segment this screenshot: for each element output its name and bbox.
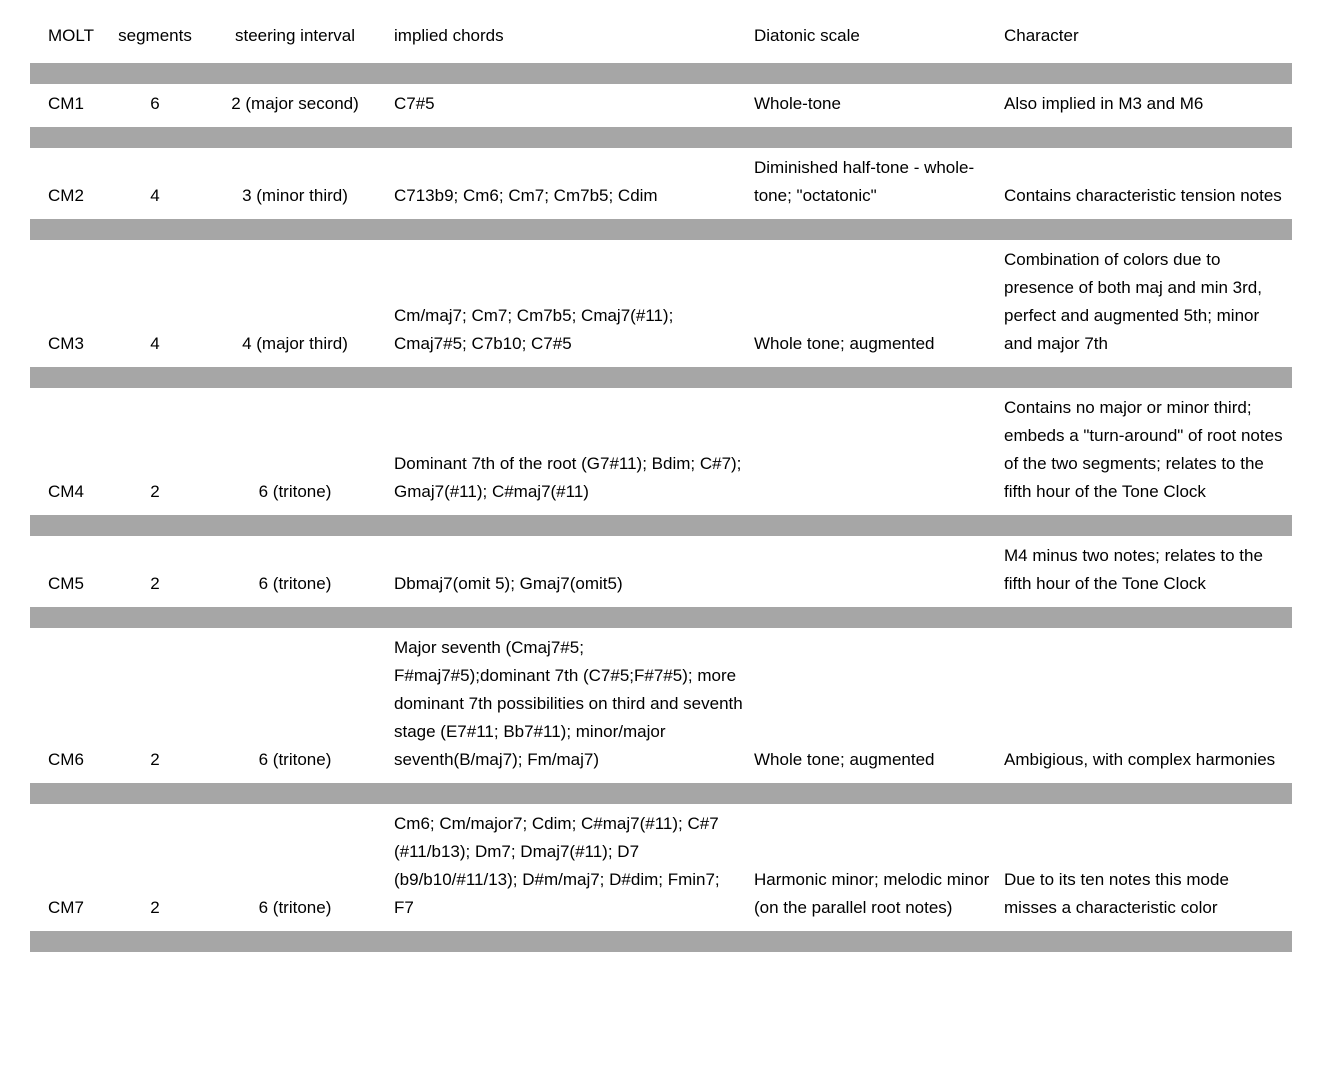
table-row-cm7 <box>30 804 1292 931</box>
cell-character: Contains no major or minor third; embeds a "turn-around" of root notes of the two segments; relates to the fifth hour of the Tone Clock <box>1004 398 1283 501</box>
cell-segments: 2 <box>150 898 160 917</box>
header-character: Character <box>1004 26 1079 45</box>
header-steering-interval: steering interval <box>234 26 355 45</box>
header-molt: MOLT <box>48 26 94 45</box>
separator-bar <box>30 607 1292 628</box>
cell-molt: CM2 <box>48 186 84 205</box>
header-implied-chords: implied chords <box>394 26 504 45</box>
table-row-cm6 <box>30 628 1292 783</box>
cell-character: Combination of colors due to presence of both maj and min 3rd, perfect and augmented 5th; minor and major 7th <box>1004 250 1262 353</box>
cell-implied-chords: C713b9; Cm6; Cm7; Cm7b5; Cdim <box>394 186 658 205</box>
cell-character: Ambigious, with complex harmonies <box>1004 750 1276 769</box>
separator-bar <box>30 515 1292 536</box>
header-segments: segments <box>118 26 192 45</box>
cell-diatonic-scale: Whole tone; augmented <box>754 334 935 353</box>
cell-molt: CM5 <box>48 574 84 593</box>
cell-steering-interval: 4 (major third) <box>242 334 348 353</box>
cell-character: Also implied in M3 and M6 <box>1004 94 1204 113</box>
cell-molt: CM6 <box>48 750 84 769</box>
cell-steering-interval: 2 (major second) <box>231 94 359 113</box>
cell-implied-chords: C7#5 <box>394 94 435 113</box>
cell-steering-interval: 6 (tritone) <box>258 898 332 917</box>
separator-bar <box>30 63 1292 84</box>
separator-bar <box>30 783 1292 804</box>
table-row-cm2 <box>30 148 1292 219</box>
cell-segments: 2 <box>150 750 160 769</box>
cell-molt: CM7 <box>48 898 84 917</box>
cell-diatonic-scale: Diminished half-tone - whole-tone; "octatonic" <box>754 158 975 205</box>
separator-bar <box>30 367 1292 388</box>
cell-implied-chords: Dbmaj7(omit 5); Gmaj7(omit5) <box>394 574 623 593</box>
cell-molt: CM1 <box>48 94 84 113</box>
cell-steering-interval: 6 (tritone) <box>258 574 332 593</box>
cell-diatonic-scale <box>750 536 1000 607</box>
cell-segments: 2 <box>150 482 160 501</box>
cell-implied-chords: Cm6; Cm/major7; Cdim; C#maj7(#11); C#7 (#11/b13); Dm7; Dmaj7(#11); D7 (b9/b10/#11/13); D#m/maj7; D#dim; Fmin7; F7 <box>394 814 720 917</box>
cell-diatonic-scale <box>750 388 1000 515</box>
header-row <box>30 14 1292 63</box>
molt-table <box>30 14 1292 952</box>
table-row-cm1 <box>30 84 1292 127</box>
separator-bar <box>30 219 1292 240</box>
cell-character: Due to its ten notes this mode misses a characteristic color <box>1004 870 1229 917</box>
separator-bar <box>30 127 1292 148</box>
table-row-cm3 <box>30 240 1292 367</box>
cell-segments: 6 <box>150 94 160 113</box>
cell-diatonic-scale: Whole tone; augmented <box>754 750 935 769</box>
table-row-cm5 <box>30 536 1292 607</box>
cell-implied-chords: Cm/maj7; Cm7; Cm7b5; Cmaj7(#11); Cmaj7#5; C7b10; C7#5 <box>394 306 674 353</box>
cell-diatonic-scale: Harmonic minor; melodic minor (on the parallel root notes) <box>754 870 990 917</box>
cell-diatonic-scale: Whole-tone <box>754 94 841 113</box>
cell-molt: CM4 <box>48 482 84 501</box>
cell-character: M4 minus two notes; relates to the fifth hour of the Tone Clock <box>1004 546 1263 593</box>
cell-segments: 4 <box>150 186 160 205</box>
cell-segments: 2 <box>150 574 160 593</box>
cell-segments: 4 <box>150 334 160 353</box>
cell-steering-interval: 3 (minor third) <box>242 186 348 205</box>
table-row-cm4 <box>30 388 1292 515</box>
cell-implied-chords: Dominant 7th of the root (G7#11); Bdim; C#7); Gmaj7(#11); C#maj7(#11) <box>394 454 742 501</box>
cell-implied-chords: Major seventh (Cmaj7#5; F#maj7#5);dominant 7th (C7#5;F#7#5); more dominant 7th possibilities on third and seventh stage (E7#11; Bb7#11); minor/major seventh(B/maj7); Fm/maj7) <box>394 638 743 769</box>
cell-steering-interval: 6 (tritone) <box>258 750 332 769</box>
cell-molt: CM3 <box>48 334 84 353</box>
header-diatonic-scale: Diatonic scale <box>754 26 860 45</box>
cell-steering-interval: 6 (tritone) <box>258 482 332 501</box>
separator-bar <box>30 931 1292 952</box>
cell-character: Contains characteristic tension notes <box>1004 186 1282 205</box>
